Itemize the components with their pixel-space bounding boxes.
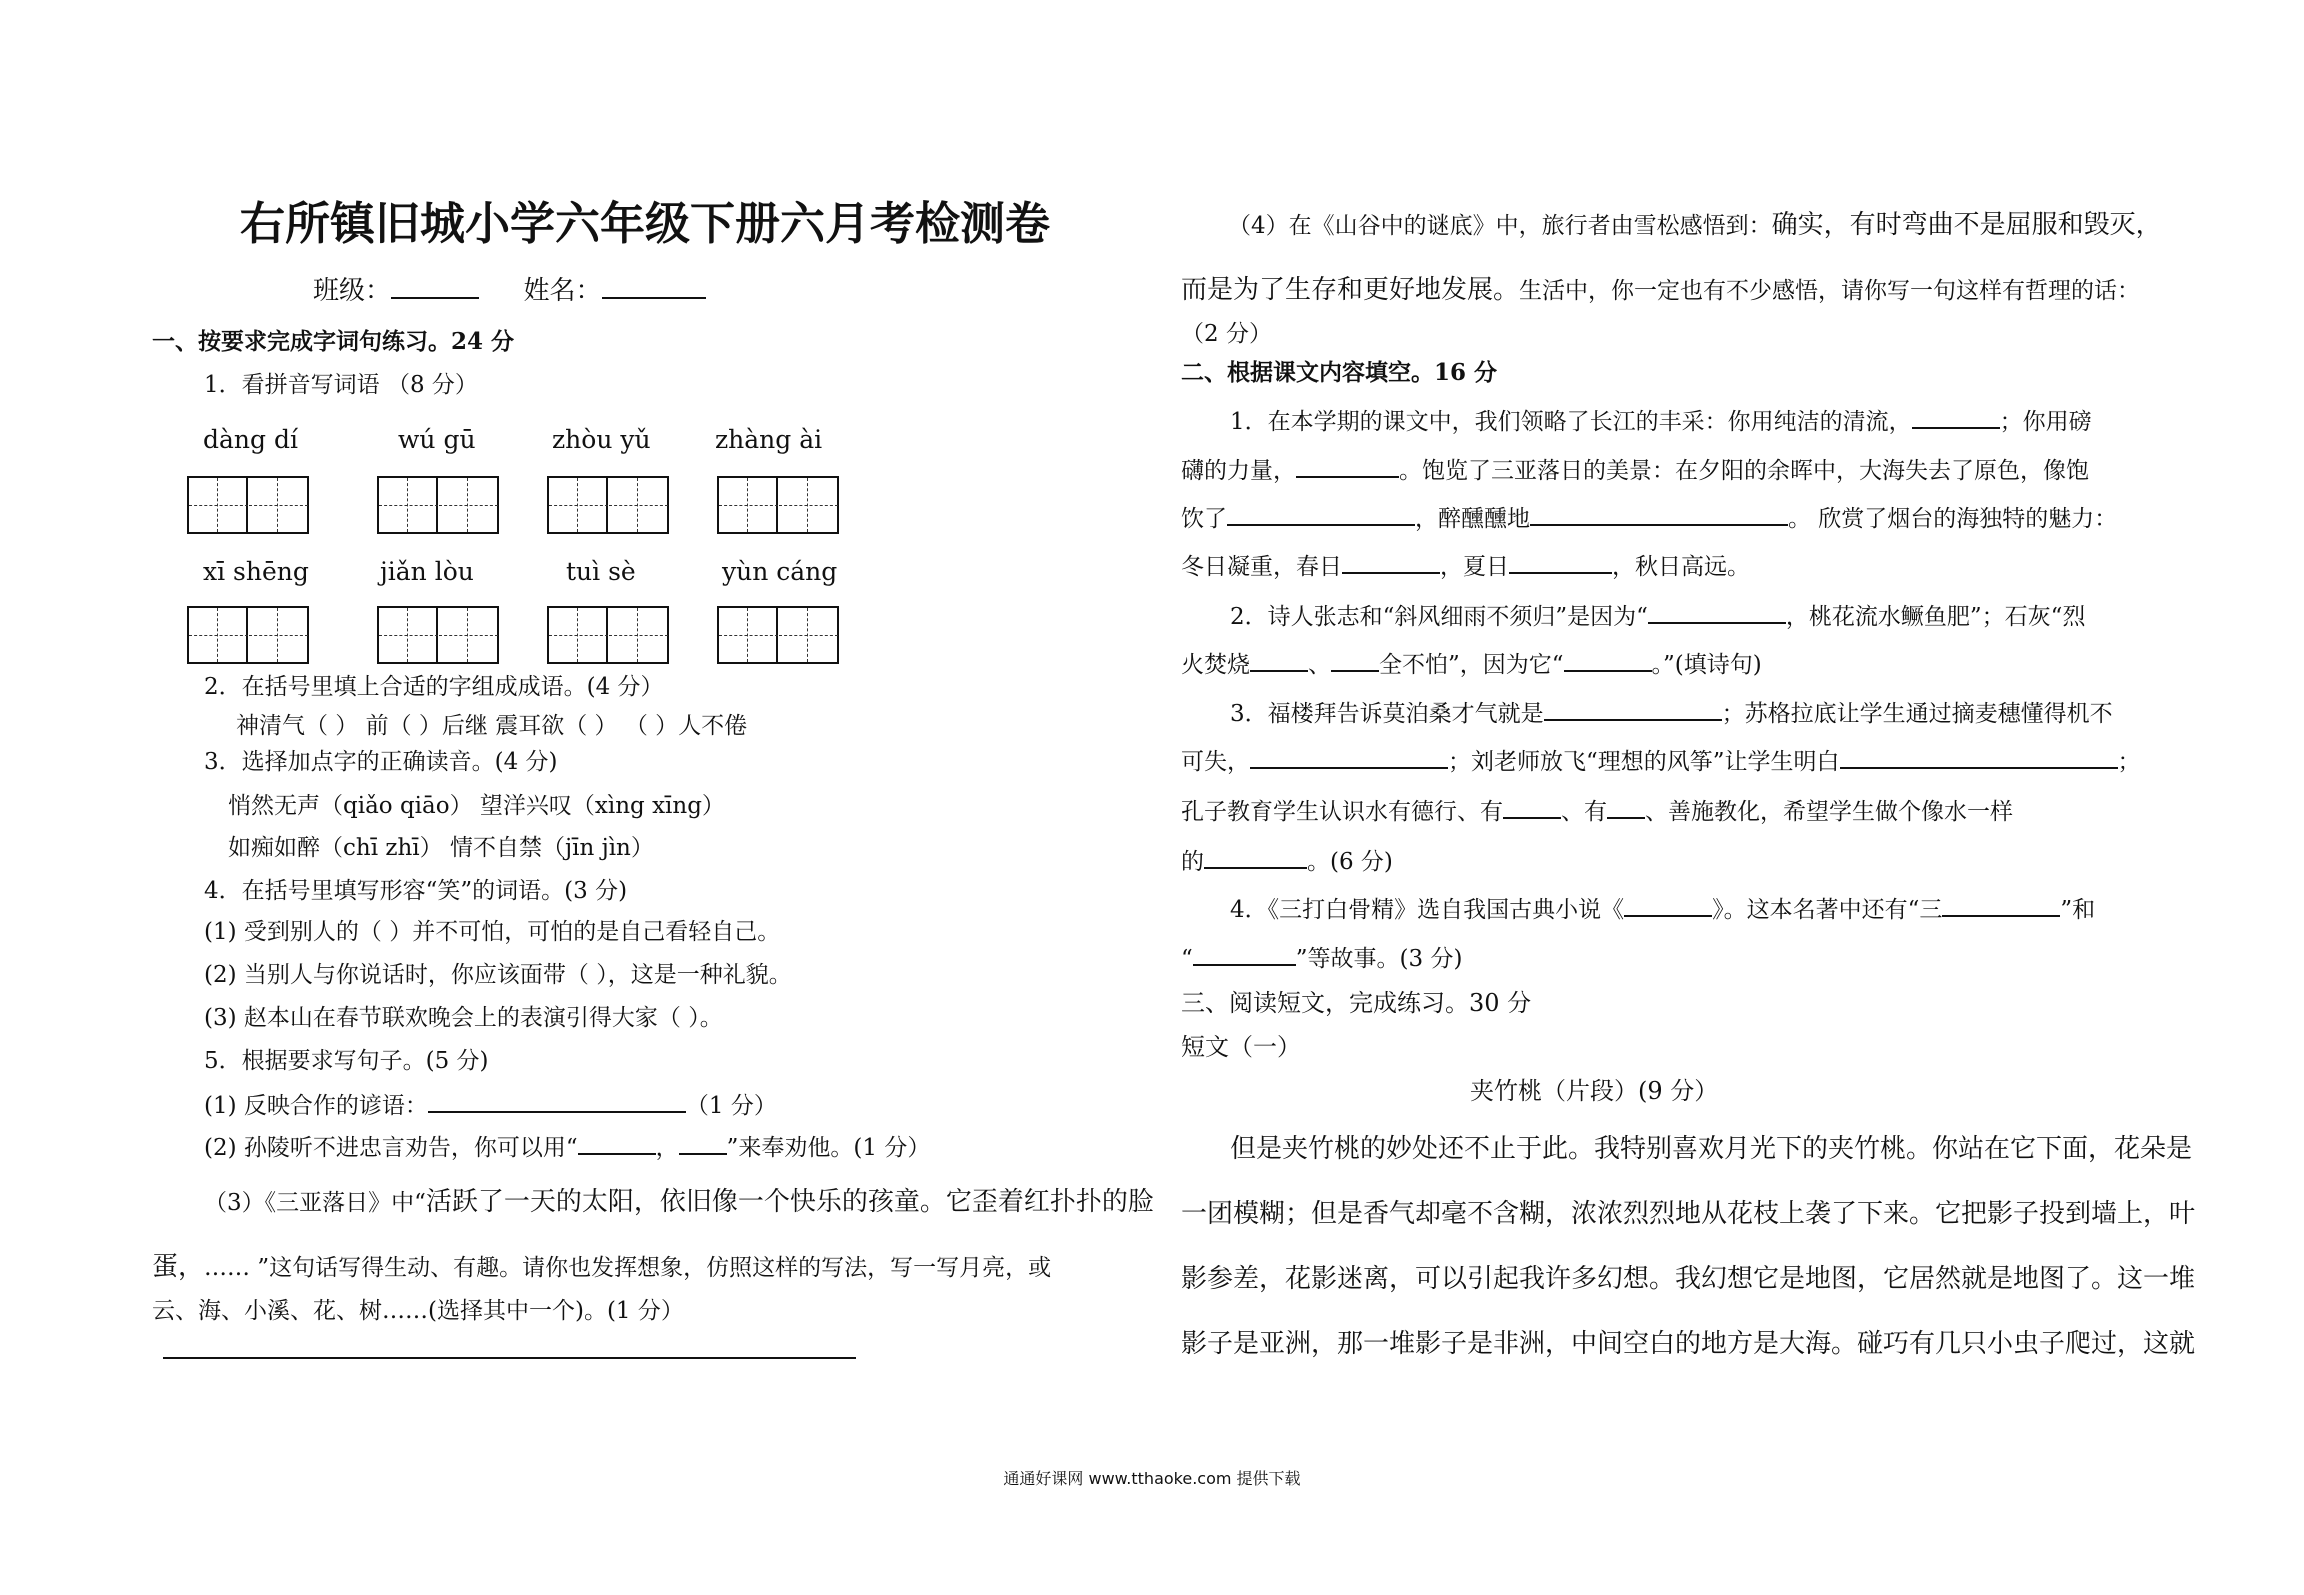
p1-text: ；你用磅 [1999,409,2092,435]
answer-blank[interactable] [1912,405,2000,429]
p2-text: 2．诗人张志和“斜风细雨不须归”是因为“ [1230,604,1648,630]
p3-line2 [1181,745,2141,777]
q4-text: 4．在括号里填写形容“笑”的词语。(3 分) [204,878,628,904]
p3-text: 3．福楼拜告诉莫泊桑才气就是 [1230,701,1544,727]
p1-line3 [1181,502,2117,534]
p2-text: 火焚烧 [1181,652,1250,678]
p3-text: 、善施教化，希望学生做个像水一样 [1645,799,2013,825]
answer-line[interactable] [163,1357,856,1359]
answer-blank[interactable] [1942,893,2060,917]
p4-line2 [1181,942,1462,974]
p3-line3 [1181,795,2013,827]
p3-text: 。(6 分) [1307,849,1393,875]
tianzige-box[interactable] [377,476,499,534]
answer-blank[interactable] [1250,745,1448,769]
page-title: 右所镇旧城小学六年级下册六月考检测卷 [240,197,1051,250]
answer-blank[interactable] [578,1131,656,1155]
answer-blank[interactable] [428,1089,686,1113]
p1-text: 礴的力量， [1181,458,1296,484]
q5-item-1-score: （1 分） [685,1093,777,1119]
p1-text: 冬日凝重，春日 [1181,554,1342,580]
section-3-heading: 三、阅读短文，完成练习。30 分 [1181,989,1532,1017]
p3-line1 [1230,697,2113,729]
class-blank[interactable] [391,275,479,299]
p2-line2 [1181,648,1762,680]
p4-text: ”和 [2060,897,2096,923]
short-text-label: 短文（一） [1181,1033,1301,1061]
answer-blank[interactable] [1544,697,1722,721]
answer-blank[interactable] [1607,795,1645,819]
q5-item-2-text: (2) 孙陵听不进忠言劝告，你可以用“ [204,1135,578,1161]
answer-blank[interactable] [1204,845,1307,869]
p1-text: 1．在本学期的课文中，我们领略了长江的丰采：你用纯洁的清流， [1230,409,1912,435]
q5-text: 5．根据要求写句子。(5 分) [204,1048,489,1074]
q3-line2: 如痴如醉（chī zhī） 情不自禁（jīn jìn） [228,835,654,861]
q2-items: 神清气（ ） 前（ ）后继 震耳欲（ ） （ ）人不倦 [236,713,748,739]
name-blank[interactable] [602,275,706,299]
q5-item-3-instruction: …… ”这句话写得生动、有趣。请你也发挥想象，仿照这样的写法，写一写月亮，或 [204,1255,1052,1281]
pinyin-4: zhàng ài [715,425,823,454]
r-q4-quote-end: 而是为了生存和更好地发展。 [1181,275,1520,305]
q5-item-2 [204,1131,930,1163]
q5-item-3-line3: 云、海、小溪、花、树……(选择其中一个)。(1 分） [152,1298,684,1324]
tianzige-box[interactable] [547,476,669,534]
q3-text: 3．选择加点字的正确读音。(4 分) [204,749,558,775]
footer-credit: 通通好课网 www.tthaoke.com 提供下载 [1003,1469,1301,1488]
q5-item-3-line2 [152,1250,1051,1284]
article-title: 夹竹桃（片段）(9 分） [1470,1077,1719,1105]
answer-blank[interactable] [679,1131,727,1155]
p1-text: ，醉醺醺地 [1415,506,1530,532]
name-label: 姓名： [523,276,602,306]
answer-blank[interactable] [1564,648,1652,672]
p4-line1 [1230,893,2095,925]
p2-text: 、 [1308,652,1331,678]
tianzige-box[interactable] [717,476,839,534]
pinyin-7: tuì sè [566,557,636,586]
article-line-4: 影子是亚洲，那一堆影子是非洲，中间空白的地方是大海。碰巧有几只小虫子爬过，这就 [1181,1329,2196,1359]
q5-item-1-text: (1) 反映合作的谚语： [204,1093,428,1119]
pinyin-6: jiǎn lòu [380,557,474,586]
answer-blank[interactable] [1530,502,1788,526]
r-q4-quote: 确实，有时弯曲不是屈服和毁灭， [1771,210,2162,240]
answer-blank[interactable] [1648,600,1786,624]
section-2-heading: 二、根据课文内容填空。16 分 [1181,359,1498,386]
q5-item-3-lead: （3）《三亚落日》中“ [204,1190,426,1216]
tianzige-box[interactable] [187,606,309,664]
q4-item-1: (1) 受到别人的（ ）并不可怕，可怕的是自己看轻自己。 [204,919,781,945]
p1-text: ，秋日高远。 [1612,554,1750,580]
tianzige-box[interactable] [377,606,499,664]
pinyin-5: xī shēng [203,557,309,586]
article-line-2: 一团模糊；但是香气却毫不含糊，浓浓烈烈地从花枝上袭了下来。它把影子投到墙上，叶 [1181,1199,2196,1229]
p2-text: 全不怕”，因为它“ [1379,652,1564,678]
section-1-heading: 一、按要求完成字词句练习。24 分 [152,328,515,355]
pinyin-3: zhòu yǔ [552,425,651,454]
r-q4-score: （2 分） [1181,321,1272,347]
class-label: 班级： [313,276,392,306]
q5-item-2-comma: ， [655,1135,679,1161]
tianzige-box[interactable] [187,476,309,534]
p2-text: 。”(填诗句) [1651,652,1762,678]
q5-item-1 [204,1089,777,1121]
answer-blank[interactable] [1624,893,1712,917]
p3-text: 可失， [1181,749,1250,775]
answer-blank[interactable] [1331,648,1379,672]
p1-text: 饮了 [1181,506,1227,532]
answer-blank[interactable] [1509,550,1612,574]
r-q4-instruction: 生活中，你一定也有不少感悟，请你写一句这样有哲理的话： [1519,278,2141,304]
q4-item-3: (3) 赵本山在春节联欢晚会上的表演引得大家（ ）。 [204,1005,723,1031]
answer-blank[interactable] [1227,502,1415,526]
p4-text: “ [1181,946,1193,972]
p2-line1 [1230,600,2085,632]
q1-text: 1．看拼音写词语 （8 分） [204,372,478,398]
class-name-line [313,275,706,306]
pinyin-8: yùn cáng [722,557,838,586]
p3-text: 、有 [1561,799,1607,825]
q2-text: 2．在括号里填上合适的字组成成语。(4 分） [204,674,664,700]
q3-line1: 悄然无声（qiǎo qiāo） 望洋兴叹（xìng xīng） [228,793,725,819]
answer-blank[interactable] [1840,745,2118,769]
r-q4-lead: （4）在《山谷中的谜底》中，旅行者由雪松感悟到： [1228,213,1772,239]
p1-line4 [1181,550,1750,582]
p1-line2 [1181,454,2089,486]
pinyin-1: dàng dí [203,425,298,454]
r-q4-line1 [1228,208,2162,242]
answer-blank[interactable] [1193,942,1296,966]
p1-text: 。饱览了三亚落日的美景：在夕阳的余晖中，大海失去了原色，像饱 [1399,458,2089,484]
p3-text: ；刘老师放飞“理想的风筝”让学生明白 [1448,749,1840,775]
p4-text: ”等故事。(3 分) [1295,946,1463,972]
q5-item-2-tail: ”来奉劝他。(1 分） [726,1135,931,1161]
r-q4-line2 [1181,273,2140,307]
article-line-1: 但是夹竹桃的妙处还不止于此。我特别喜欢月光下的夹竹桃。你站在它下面，花朵是 [1230,1134,2193,1164]
p1-text: ，夏日 [1440,554,1509,580]
answer-blank[interactable] [1342,550,1440,574]
p3-text: ；苏格拉底让学生通过摘麦穗懂得机不 [1721,701,2113,727]
p3-text: 孔子教育学生认识水有德行、有 [1181,799,1503,825]
q5-item-3-line1 [204,1185,1154,1220]
p1-line1 [1230,405,2092,437]
p4-text: 4．《三打白骨精》选自我国古典小说《 [1230,897,1625,923]
p1-text: 。 欣赏了烟台的海独特的魅力： [1788,506,2118,532]
p3-line4 [1181,845,1393,877]
pinyin-2: wú gū [398,425,476,454]
tianzige-box[interactable] [547,606,669,664]
answer-blank[interactable] [1250,648,1308,672]
p2-text: ，桃花流水鳜鱼肥”；石灰“烈 [1785,604,2086,630]
p3-text: ； [2117,749,2141,775]
q5-item-3-quote-end: 蛋， [152,1252,205,1282]
q4-item-2: (2) 当别人与你说话时，你应该面带（ ），这是一种礼貌。 [204,962,792,988]
answer-blank[interactable] [1296,454,1399,478]
answer-blank[interactable] [1503,795,1561,819]
p4-text: 》。这本名著中还有“三 [1712,897,1943,923]
q5-item-3-quote: 活跃了一天的太阳，依旧像一个快乐的孩童。它歪着红扑扑的脸 [425,1187,1154,1217]
p3-text: 的 [1181,849,1204,875]
article-line-3: 影参差，花影迷离，可以引起我许多幻想。我幻想它是地图，它居然就是地图了。这一堆 [1181,1264,2196,1294]
tianzige-box[interactable] [717,606,839,664]
